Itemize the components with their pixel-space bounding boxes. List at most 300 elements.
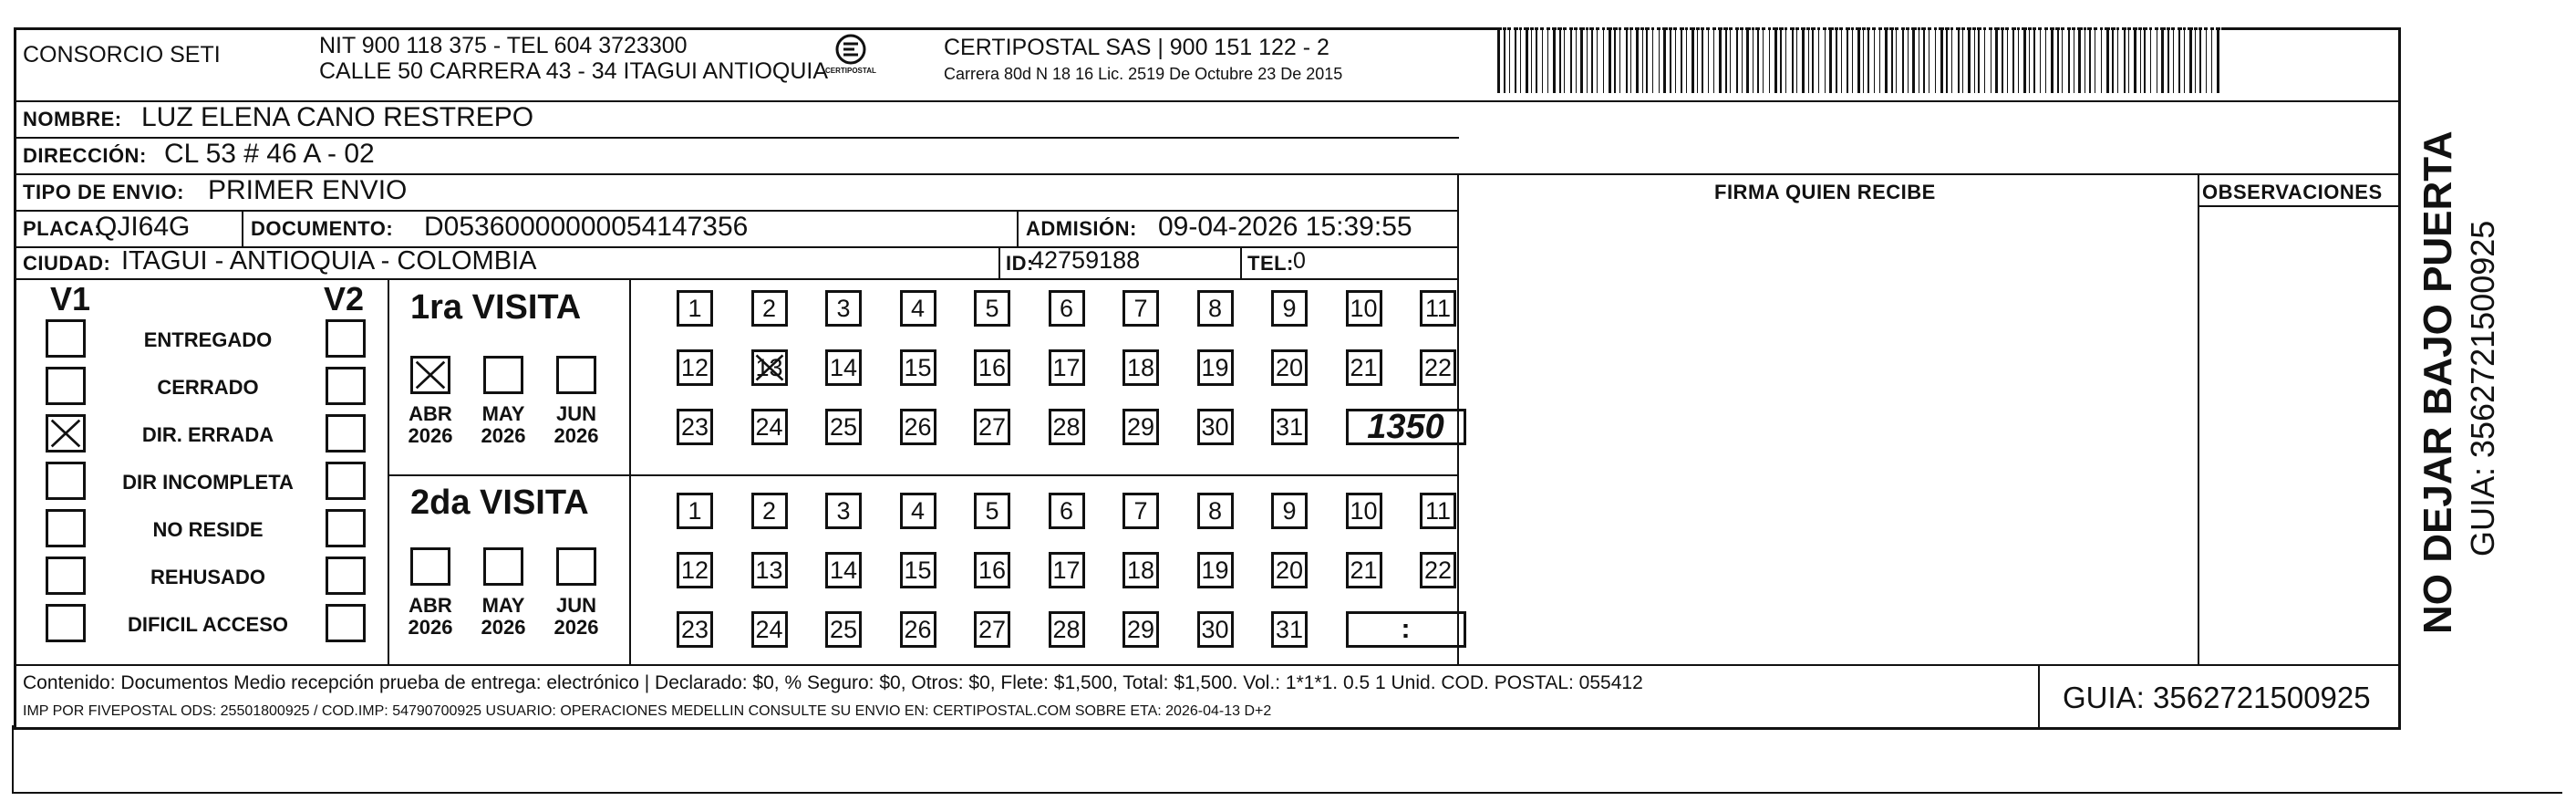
barcode-bar [2150,27,2151,93]
day-box: 3 [825,493,862,529]
barcode-bar [1713,27,1714,93]
barcode-bar [2170,27,2171,93]
barcode-bar [1771,27,1773,93]
barcode-bar [2158,27,2160,93]
barcode-bar [1646,27,1648,93]
barcode-bar [1937,27,1939,93]
barcode-bar [1984,27,1985,93]
barcode-bar [1902,27,1904,93]
v2-label: V2 [324,280,365,317]
barcode-bar [1588,27,1589,93]
barcode-bar [1818,27,1819,93]
footer-contents: Contenido: Documentos Medio recepción prueba de entrega: electrónico | Declarado: $0, % Seguro: $0, Otros: $0, Flete: $1,500, Total: $1,500. Vol.: 1*1*1. 0.5 1 Unid. COD. POSTAL: 055412 [23,672,1643,693]
ciudad-value: ITAGUI - ANTIOQUIA - COLOMBIA [121,246,537,276]
day-box: 7 [1122,493,1159,529]
barcode-bar [2033,27,2035,93]
barcode-bar [2182,27,2183,93]
carrier-line: CERTIPOSTAL SAS | 900 151 122 - 2 [944,35,1329,60]
day-box: 6 [1049,493,1085,529]
barcode-bar [2214,27,2216,93]
day-box: 12 [677,349,713,386]
day-box: 26 [900,611,936,648]
month-checkbox [483,547,523,586]
month-year: 2026 [408,424,453,448]
barcode-bar [1861,27,1862,93]
barcode-bar [1778,27,1779,93]
status-option-label: REHUSADO [150,566,265,588]
status-option-label: DIR INCOMPLETA [122,471,294,494]
barcode-bar [1542,27,1543,93]
barcode-bar [1923,27,1925,93]
barcode-bar [1905,27,1906,93]
month-name: MAY [481,402,525,425]
barcode-bar [1746,27,1749,93]
day-box: 19 [1197,349,1234,386]
barcode-bar [2068,27,2070,93]
month-year: 2026 [408,616,453,640]
col-line [242,210,243,246]
company-name: CONSORCIO SETI [23,42,221,68]
barcode-bar [2206,27,2207,93]
month-checkbox [483,356,523,394]
barcode-bar [1836,27,1837,93]
barcode-bar [2089,27,2091,93]
month-checkbox [410,547,450,586]
barcode-bar [1802,27,1805,93]
day-box: 23 [677,611,713,648]
barcode-bar [1668,27,1669,93]
barcode-bar [1885,27,1888,93]
id-label: ID: [1006,252,1034,275]
barcode-bar [1587,27,1588,93]
barcode-bar [1618,27,1619,93]
barcode-bar [1538,27,1540,93]
day-box: 24 [751,611,788,648]
barcode-bar [1536,27,1537,93]
barcode-bar [2208,27,2210,93]
barcode-bar [1854,27,1856,93]
barcode-bar [1834,27,1835,93]
barcode-bar [2042,27,2044,93]
barcode-bar [2189,27,2192,93]
barcode-bar [1739,27,1740,93]
barcode-bar [1763,27,1764,93]
certipostal-logo [825,33,876,80]
day-box: 3 [825,290,862,327]
barcode-bar [2048,27,2050,93]
barcode-bar [1867,27,1869,93]
day-box: 11 [1420,493,1456,529]
barcode-bar [1733,27,1735,93]
documento-label: DOCUMENTO: [251,217,394,240]
barcode-bar [1805,27,1806,93]
barcode-bar [2117,27,2118,93]
barcode-bar [1511,27,1514,93]
barcode-bar [1702,27,1703,93]
barcode-bar [2184,27,2185,93]
barcode-bar [2144,27,2146,93]
barcode-bar [2023,27,2026,93]
barcode-bar [2083,27,2084,93]
barcode-bar [1816,27,1817,93]
day-box: 17 [1049,349,1085,386]
month-checkbox [556,356,596,394]
day-box: 18 [1122,552,1159,588]
status-option-label: ENTREGADO [143,328,273,351]
month-year: 2026 [553,616,599,640]
id-value: 42759188 [1030,246,1141,274]
day-box: 14 [825,552,862,588]
barcode-bar [2147,27,2149,93]
barcode-bar [1820,27,1823,93]
barcode-bar [1659,27,1660,93]
barcode-bar [2103,27,2105,93]
month-label [549,595,604,639]
day-box: 10 [1346,493,1382,529]
barcode-bar [1663,27,1666,93]
barcode-bar [1573,27,1574,93]
logo-text: CERTIPOSTAL [825,67,876,75]
barcode-bar [1529,27,1530,93]
month-name: JUN [555,402,596,425]
month-name: JUN [555,594,596,617]
barcode-bar [1765,27,1768,93]
day-box: 8 [1197,290,1234,327]
barcode-bar [2036,27,2038,93]
month-label [403,595,458,639]
barcode-bar [1504,27,1505,93]
barcode-bar [2086,27,2087,93]
barcode-bar [1518,27,1519,93]
barcode-bar [2002,27,2003,93]
barcode-bar [1700,27,1701,93]
documento-value: D05360000000054147356 [424,212,749,242]
v1-checkbox [46,319,86,358]
barcode-bar [1785,27,1786,93]
visit2-title: 2da VISITA [410,484,589,522]
barcode-bar [1599,27,1602,93]
barcode-bar [1716,27,1718,93]
barcode-bar [1976,27,1977,93]
barcode-bar [1909,27,1911,93]
barcode-bar [2166,27,2167,93]
barcode-bar [1570,27,1572,93]
barcode-bar [1553,27,1556,93]
month-name: MAY [481,594,525,617]
day-box: 16 [974,349,1010,386]
barcode-bar [1597,27,1598,93]
barcode-bar [2173,27,2174,93]
day-box: 29 [1122,611,1159,648]
barcode-bar [1971,27,1972,93]
day-box: 12 [677,552,713,588]
barcode-bar [2075,27,2077,93]
barcode-bar [1850,27,1851,93]
barcode-bar [1825,27,1826,93]
v2-checkbox [326,604,366,642]
v1-label: V1 [50,280,91,317]
barcode-bar [1526,27,1528,93]
day-box: 13 [751,552,788,588]
col-line [629,278,631,664]
day-box: 2 [751,493,788,529]
barcode-bar [1502,27,1503,93]
barcode-bar [1792,27,1794,93]
barcode-bar [1578,27,1579,93]
barcode-bar [1728,27,1729,93]
day-box: 7 [1122,290,1159,327]
barcode-bar [1920,27,1921,93]
barcode-bar [1684,27,1685,93]
footer-line [14,664,2401,666]
day-box: 27 [974,611,1010,648]
barcode-bar [1509,27,1510,93]
barcode-bar [2211,27,2212,93]
barcode-bar [1944,27,1945,93]
month-year: 2026 [481,424,526,448]
barcode-bar [2060,27,2061,93]
status-option-label: CERRADO [157,376,259,399]
barcode-bar [1968,27,1971,93]
observaciones-header: OBSERVACIONES [2202,181,2383,203]
v1-checkbox [46,557,86,595]
barcode-bar [1926,27,1928,93]
barcode-bar [1670,27,1671,93]
col-line [388,278,389,664]
barcode-bar [2217,27,2219,93]
barcode-bar [1953,27,1956,93]
day-box: 21 [1346,552,1382,588]
day-box: 30 [1197,409,1234,445]
left-scan-line [12,725,14,794]
barcode-bar [1614,27,1616,93]
visit1-title: 1ra VISITA [410,288,582,327]
col-line [1017,210,1019,246]
barcode-bar [1935,27,1936,93]
barcode-bar [1896,27,1897,93]
barcode-bar [2106,27,2109,93]
barcode-bar [1799,27,1801,93]
barcode-bar [2124,27,2126,93]
day-box: 11 [1420,290,1456,327]
barcode-bar [1847,27,1848,93]
side-warning: NO DEJAR BAJO PUERTA [2416,130,2460,634]
barcode-bar [2110,27,2111,93]
nombre-label: NOMBRE: [23,108,122,130]
barcode-bar [1891,27,1893,93]
day-box: 21 [1346,349,1382,386]
barcode-bar [2018,27,2019,93]
barcode-bar [1633,27,1635,93]
month-name: ABR [409,594,452,617]
barcode-bar [2045,27,2046,93]
barcode-bar [1686,27,1687,93]
barcode-bar [1710,27,1712,93]
barcode-bar [1874,27,1875,93]
barcode-bar [1917,27,1918,93]
status-option-label: DIR. ERRADA [141,423,274,446]
day-box: 1 [677,493,713,529]
barcode-bar [2101,27,2102,93]
barcode-bar [2126,27,2127,93]
barcode-bar [1544,27,1547,93]
barcode-bar [1506,27,1507,93]
barcode-bar [2161,27,2164,93]
barcode-bar [1567,27,1569,93]
barcode-bar [1547,27,1548,93]
time-box: : [1346,611,1466,648]
row-line [2198,205,2401,207]
barcode-bar [2193,27,2194,93]
barcode-bar [2202,27,2204,93]
barcode-bar [2134,27,2136,93]
barcode-bar [2128,27,2129,93]
barcode-bar [1591,27,1593,93]
barcode-bar [1829,27,1832,93]
barcode-bar [2220,27,2221,93]
barcode-bar [2137,27,2138,93]
barcode-bar [1636,27,1639,93]
v2-checkbox [326,462,366,500]
barcode-bar [1672,27,1673,93]
barcode-bar [1754,27,1755,93]
barcode-bar [1660,27,1662,93]
day-box: 23 [677,409,713,445]
barcode-bar [1695,27,1696,93]
barcode-bar [2119,27,2122,93]
day-box: 14 [825,349,862,386]
barcode-bar [1630,27,1631,93]
barcode-bar [1784,27,1785,93]
day-check-mark [754,352,785,383]
v2-checkbox [326,557,366,595]
tel-value: 0 [1293,248,1306,274]
barcode-bar [1688,27,1690,93]
status-option-label: DIFICIL ACCESO [127,613,288,636]
barcode-bar [1531,27,1532,93]
barcode-bar [1753,27,1754,93]
barcode-bar [2131,27,2133,93]
day-box: 27 [974,409,1010,445]
status-option-label: NO RESIDE [152,518,264,541]
barcode-bar [1760,27,1762,93]
barcode-bar [2012,27,2014,93]
day-box: 5 [974,493,1010,529]
barcode-bar [2140,27,2141,93]
month-year: 2026 [481,616,526,640]
day-box: 15 [900,349,936,386]
barcode-bar [2078,27,2081,93]
col-line [2198,173,2199,664]
barcode-bar [1870,27,1872,93]
barcode-bar [2097,27,2100,93]
barcode-bar [1559,27,1561,93]
barcode-bar [1652,27,1653,93]
barcode-bar [1894,27,1895,93]
day-box: 4 [900,493,936,529]
barcode-bar [2004,27,2005,93]
barcode-bar [1769,27,1770,93]
barcode-bar [1564,27,1565,93]
barcode-bar [1866,27,1867,93]
barcode-bar [1981,27,1983,93]
barcode-bar [2186,27,2188,93]
barcode-bar [1888,27,1889,93]
barcode-bar [1681,27,1682,93]
v2-checkbox [326,414,366,453]
tipo-label: TIPO DE ENVIO: [23,181,184,203]
barcode-bar [1691,27,1694,93]
barcode-bar [1654,27,1657,93]
barcode-bar [2195,27,2196,93]
barcode-bar [2167,27,2169,93]
day-box: 17 [1049,552,1085,588]
visit-divider [388,474,1459,476]
barcode-bar [1612,27,1613,93]
day-box: 5 [974,290,1010,327]
barcode-bar [1708,27,1709,93]
barcode-bar [1642,27,1643,93]
footer-guia: GUIA: 3562721500925 [2063,681,2371,714]
barcode-bar [1978,27,1980,93]
day-box: 26 [900,409,936,445]
admision-value: 09-04-2026 15:39:55 [1158,212,1412,242]
barcode-bar [2175,27,2178,93]
day-box: 28 [1049,409,1085,445]
day-box: 29 [1122,409,1159,445]
barcode-bar [1675,27,1676,93]
barcode-bar [1730,27,1731,93]
barcode-bar [1931,27,1934,93]
month-label [476,595,531,639]
barcode-bar [2007,27,2008,93]
barcode-bar [2054,27,2055,93]
barcode-bar [1787,27,1790,93]
barcode-bar [1522,27,1524,93]
barcode-bar [1594,27,1596,93]
barcode-bar [1774,27,1777,93]
barcode-bar [1780,27,1782,93]
barcode-bar [1520,27,1521,93]
barcode-bar [1725,27,1727,93]
barcode-bar [1974,27,1975,93]
barcode-bar [1958,27,1960,93]
barcode-bar [1951,27,1952,93]
barcode-bar [2112,27,2114,93]
barcode-bar [1719,27,1722,93]
barcode-bar [1515,27,1516,93]
barcode-bar [2009,27,2012,93]
barcode-bar [1621,27,1624,93]
barcode-bar [1605,27,1607,93]
day-box: 4 [900,290,936,327]
v2-checkbox [326,367,366,405]
barcode-bar [2040,27,2041,93]
tipo-value: PRIMER ENVIO [208,175,408,205]
barcode-bar [2027,27,2028,93]
day-box: 9 [1271,290,1308,327]
day-box: 9 [1271,493,1308,529]
barcode-bar [1995,27,1998,93]
barcode-bar [1677,27,1680,93]
v2-checkbox [326,319,366,358]
day-box: 15 [900,552,936,588]
barcode-bar [1812,27,1814,93]
month-name: ABR [409,402,452,425]
v1-checkbox [46,604,86,642]
barcode-bar [2092,27,2094,93]
barcode-bar [1742,27,1743,93]
